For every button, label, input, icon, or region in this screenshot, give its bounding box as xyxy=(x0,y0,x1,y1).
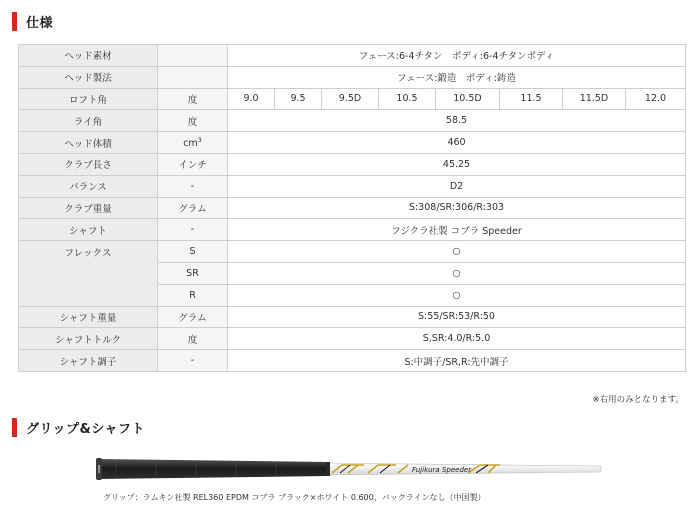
row-shaft-kick xyxy=(19,350,686,372)
row-value: S,SR:4.0/R:5.0 xyxy=(228,328,686,350)
row-unit: SR xyxy=(158,262,228,284)
row-unit: 度 xyxy=(158,88,228,110)
loft-cell: 12.0 xyxy=(626,88,686,110)
row-head-method xyxy=(19,66,686,88)
row-unit: - xyxy=(158,219,228,241)
row-label: フレックス xyxy=(19,241,158,306)
row-flex-s xyxy=(19,241,686,263)
row-length xyxy=(19,153,686,175)
row-club-weight xyxy=(19,197,686,219)
row-label: シャフトトルク xyxy=(19,328,158,350)
spec-section-header xyxy=(12,12,53,31)
row-value: フェース:6-4チタン ボディ:6-4チタンボディ xyxy=(228,45,686,67)
spec-table xyxy=(18,44,686,372)
row-label: ヘッド体積 xyxy=(19,132,158,154)
grip-shaft-section-title: グリップ&シャフト xyxy=(26,422,146,437)
loft-cell: 9.0 xyxy=(228,88,275,110)
spec-section-title: 仕様 xyxy=(26,16,54,31)
row-label: シャフト調子 xyxy=(19,350,158,372)
row-value: ○ xyxy=(228,262,686,284)
row-unit: グラム xyxy=(158,306,228,328)
row-unit: S xyxy=(158,241,228,263)
row-unit: 度 xyxy=(158,110,228,132)
row-shaft xyxy=(19,219,686,241)
loft-cell: 9.5 xyxy=(275,88,322,110)
row-head-material xyxy=(19,45,686,67)
row-unit xyxy=(158,132,228,154)
row-value: 58.5 xyxy=(228,110,686,132)
row-label: ヘッド製法 xyxy=(19,66,158,88)
row-unit: - xyxy=(158,350,228,372)
red-accent-bar xyxy=(12,12,17,31)
row-value: フェース:鍛造 ボディ:鋳造 xyxy=(228,66,686,88)
row-unit: 度 xyxy=(158,328,228,350)
row-value: S:308/SR:306/R:303 xyxy=(228,197,686,219)
row-unit: R xyxy=(158,284,228,306)
row-value: S:中調子/SR,R:先中調子 xyxy=(228,350,686,372)
loft-cell: 10.5 xyxy=(379,88,436,110)
row-value: D2 xyxy=(228,175,686,197)
row-value: フジクラ社製 コブラ Speeder xyxy=(228,219,686,241)
row-label: クラブ重量 xyxy=(19,197,158,219)
row-value: 460 xyxy=(228,132,686,154)
row-unit xyxy=(158,45,228,67)
grip-shaft-section-header xyxy=(12,418,145,437)
row-unit: - xyxy=(158,175,228,197)
row-label: ライ角 xyxy=(19,110,158,132)
unit-text: cm xyxy=(183,138,198,150)
row-value: 45.25 xyxy=(228,153,686,175)
row-label: ヘッド素材 xyxy=(19,45,158,67)
loft-cell: 11.5D xyxy=(563,88,626,110)
unit-superscript: 3 xyxy=(197,136,202,145)
row-volume xyxy=(19,132,686,154)
grip-caption: グリップ：ラムキン社製 REL360 EPDM コブラ ブラック×ホワイト 0.600、バックラインなし（中国製） xyxy=(103,493,486,502)
right-handed-note: ※右用のみとなります。 xyxy=(592,395,684,405)
row-label: シャフト xyxy=(19,219,158,241)
row-label: クラブ長さ xyxy=(19,153,158,175)
loft-cell: 10.5D xyxy=(436,88,500,110)
row-value: ○ xyxy=(228,241,686,263)
row-unit: グラム xyxy=(158,197,228,219)
row-label: シャフト重量 xyxy=(19,306,158,328)
row-label: ロフト角 xyxy=(19,88,158,110)
red-accent-bar xyxy=(12,418,17,437)
grip-shaft-image xyxy=(96,456,604,482)
row-unit: インチ xyxy=(158,153,228,175)
row-value: S:55/SR:53/R:50 xyxy=(228,306,686,328)
loft-cell: 11.5 xyxy=(500,88,563,110)
loft-cell: 9.5D xyxy=(322,88,379,110)
row-value: ○ xyxy=(228,284,686,306)
row-unit xyxy=(158,66,228,88)
shaft-logo-text: Fujikura Speeder xyxy=(412,466,472,474)
row-balance xyxy=(19,175,686,197)
row-shaft-torque xyxy=(19,328,686,350)
row-shaft-weight xyxy=(19,306,686,328)
row-loft xyxy=(19,88,686,110)
row-label: バランス xyxy=(19,175,158,197)
row-lie xyxy=(19,110,686,132)
